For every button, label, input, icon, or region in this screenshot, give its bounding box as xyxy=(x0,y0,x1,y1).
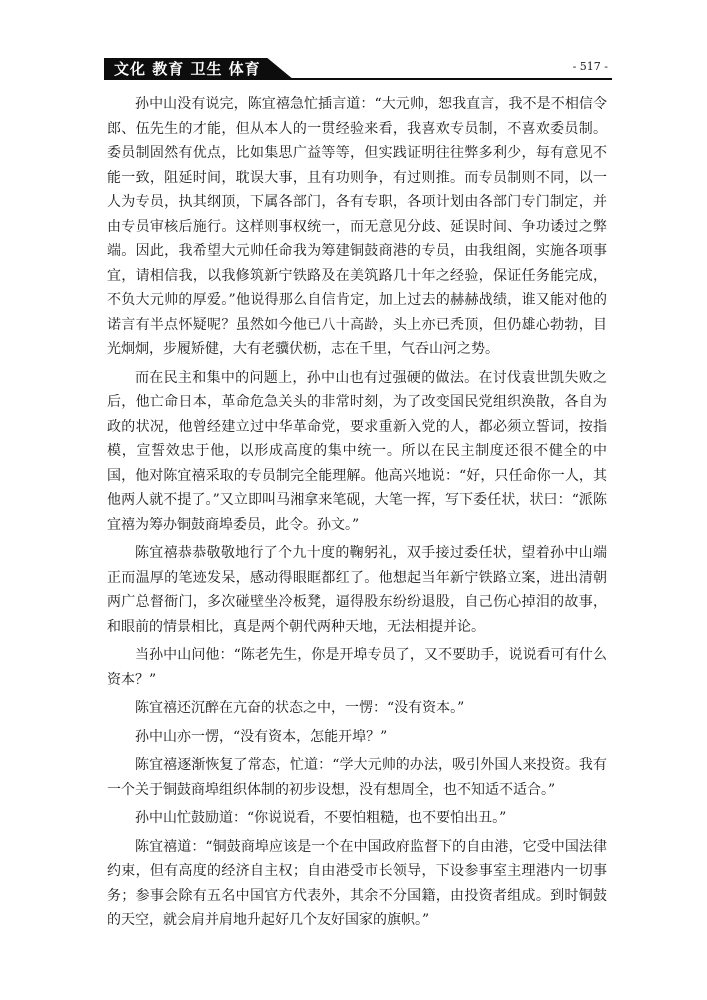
paragraph: 陈宜禧还沉醉在亢奋的状态之中，一愣：“没有资本。” xyxy=(135,700,465,716)
paragraph: 孙中山没有说完，陈宜禧急忙插言道：“大元帅，恕我直言，我不是不相信令郎、伍先生的才能，但从本人的一贯经验来看，我喜欢专员制，不喜欢委员制。委员制固然有优点，比如集思广益等等，但实践证明往往弊多利少，每有意见不能一致，阻延时间，耽误大事，且有功则争，有过则推。而专员制则不同，以一人为专员，执其纲顶，下属各部门，各有专职，各项计划由各部门专门制定，并由专员审核后施行。这样则事权统一，而无意见分歧、延误时间、争功诿过之弊端。因此，我希望大元帅任命我为筹建铜鼓商港的专员，由我组阁，实施各项事宜，请相信我，以我修筑新宁铁路及在美筑路几十年之经验，保证任务能完成，不负大元帅的厚爱。”他说得那么自信肯定，加上过去的赫赫战绩，谁又能对他的诺言有半点怀疑呢？虽然如今他已八十高龄，头上亦已秃顶，但仍雄心勃勃，目光炯炯，步履矫健，大有老骥伏枥，志在千里，气吞山河之势。 xyxy=(107,96,607,357)
paragraph: 孙中山亦一愣，“没有资本，怎能开埠？” xyxy=(135,728,388,745)
running-header xyxy=(104,58,612,80)
paragraph: 当孙中山问他：“陈老先生，你是开埠专员了，又不要助手，说说看可有什么资本？” xyxy=(107,647,607,688)
header-rule xyxy=(104,78,612,80)
paragraph: 陈宜禧逐渐恢复了常态，忙道：“学大元帅的办法，吸引外国人来投资。我有一个关于铜鼓商埠组织体制的初步设想，没有想周全，也不知适不适合。” xyxy=(107,757,607,798)
paragraph: 陈宜禧恭恭敬敬地行了个九十度的鞠躬礼，双手接过委任状，望着孙中山端正而温厚的笔迹发呆，感动得眼眶都红了。他想起当年新宁铁路立案，进出清朝两广总督衙门，多次碰壁坐冷板凳，逼得股东纷纷退股，自己伤心掉泪的故事，和眼前的情景相比，真是两个朝代两种天地，无法相提并论。 xyxy=(107,545,607,635)
section-title: 文化 教育 卫生 体育 xyxy=(114,60,261,78)
paragraph: 孙中山忙鼓励道：“你说说看，不要怕粗糙，也不要怕出丑。” xyxy=(135,810,507,826)
page-number: - 517 - xyxy=(572,60,608,73)
paragraph: 而在民主和集中的问题上，孙中山也有过强硬的做法。在讨伐袁世凯失败之后，他亡命日本，革命危急关头的非常时刻，为了改变国民党组织涣散，各自为政的状况，他曾经建立过中华革命党，要求重新入党的人，都必须立誓词，按指模，宣誓效忠于他，以形成高度的集中统一。所以在民主制度还很不健全的中国，他对陈宜禧采取的专员制完全能理解。他高兴地说：“好，只任命你一人，其他两人就不提了。”又立即叫马湘拿来笔砚，大笔一挥，写下委任状，状曰：“派陈宜禧为筹办铜鼓商埠委员，此令。孙文。” xyxy=(107,369,607,533)
paragraph: 陈宜禧道：“铜鼓商埠应该是一个在中国政府监督下的自由港，它受中国法律约束，但有高度的经济自主权；自由港受市长领导，下设参事室主理港内一切事务；参事会除有五名中国官方代表外，其余不分国籍，由投资者组成。到时铜鼓的天空，就会肩并肩地升起好几个友好国家的旗帜。” xyxy=(107,838,607,928)
body-text xyxy=(107,92,607,937)
